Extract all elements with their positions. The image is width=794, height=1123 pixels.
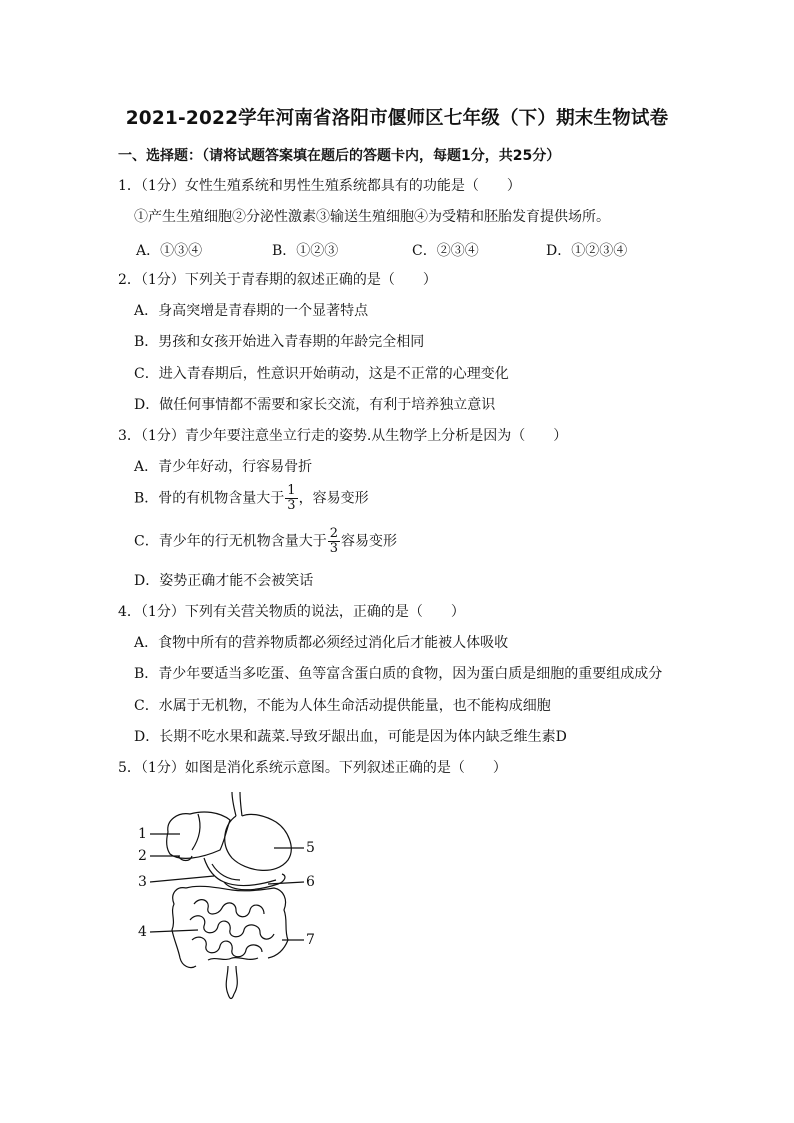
figure-label-1: 1 [138, 826, 147, 842]
fraction-denominator: 3 [287, 498, 296, 513]
figure-label-6: 6 [306, 874, 315, 890]
option-c-tail: 容易变形 [341, 533, 397, 550]
option-c-text: C．青少年的行无机物含量大于 [134, 533, 327, 550]
question-4-option-a: A．食物中所有的营养物质都必须经过消化后才能被人体吸收 [134, 635, 509, 651]
option-b: B．①②③ [272, 243, 339, 259]
question-2-option-a: A．身高突增是青春期的一个显著特点 [134, 303, 369, 319]
question-3-stem: 3．（1分）青少年要注意坐立行走的姿势.从生物学上分析是因为（ ） [118, 428, 568, 444]
option-d: D．①②③④ [546, 243, 628, 259]
question-4-stem: 4．（1分）下列有关营关物质的说法，正确的是（ ） [118, 604, 465, 620]
question-3-option-b [134, 484, 369, 513]
question-3-option-d: D．姿势正确才能不会被笑话 [134, 573, 314, 589]
fraction-two-thirds [328, 527, 340, 556]
fraction-one-third [285, 484, 297, 513]
question-1-stem: 1．（1分）女性生殖系统和男性生殖系统都具有的功能是（ ） [118, 178, 521, 194]
question-2-stem: 2．（1分）下列关于青春期的叙述正确的是（ ） [118, 272, 437, 288]
option-a: A．①③④ [136, 243, 203, 259]
question-3-option-a: A．青少年好动，行容易骨折 [134, 459, 313, 475]
question-5-stem: 5．（1分）如图是消化系统示意图。下列叙述正确的是（ ） [118, 760, 507, 776]
question-2-option-b: B．男孩和女孩开始进入青春期的年龄完全相同 [134, 334, 425, 350]
paper-title: 2021-2022学年河南省洛阳市偃师区七年级（下）期末生物试卷 [125, 108, 669, 129]
figure-label-7: 7 [306, 932, 315, 948]
option-b-tail: ，容易变形 [298, 490, 369, 507]
figure-label-2: 2 [138, 848, 147, 864]
digestive-system-diagram [128, 780, 328, 1010]
figure-label-3: 3 [138, 874, 147, 890]
option-b-text: B．骨的有机物含量大于 [134, 490, 285, 507]
figure-label-5: 5 [306, 840, 315, 856]
figure-label-4: 4 [138, 924, 147, 940]
question-2-option-c: C．进入青春期后，性意识开始萌动，这是不正常的心理变化 [134, 366, 509, 382]
question-4-option-d: D．长期不吃水果和蔬菜.导致牙龈出血，可能是因为体内缺乏维生素D [134, 729, 567, 745]
fraction-numerator: 1 [287, 483, 296, 498]
question-1-extra: ①产生生殖细胞②分泌性激素③输送生殖细胞④为受精和胚胎发育提供场所。 [134, 209, 610, 225]
option-c: C．②③④ [412, 243, 479, 259]
digestive-system-figure [128, 780, 328, 1010]
fraction-denominator: 3 [329, 541, 338, 556]
question-4-option-c: C．水属于无机物，不能为人体生命活动提供能量，也不能构成细胞 [134, 698, 551, 714]
question-2-option-d: D．做任何事情都不需要和家长交流，有利于培养独立意识 [134, 397, 496, 413]
question-3-option-c [134, 527, 397, 556]
fraction-numerator: 2 [329, 526, 338, 541]
question-4-option-b: B．青少年要适当多吃蛋、鱼等富含蛋白质的食物，因为蛋白质是细胞的重要组成成分 [134, 666, 663, 682]
section-heading: 一、选择题：（请将试题答案填在题后的答题卡内，每题1分，共25分） [118, 148, 561, 164]
